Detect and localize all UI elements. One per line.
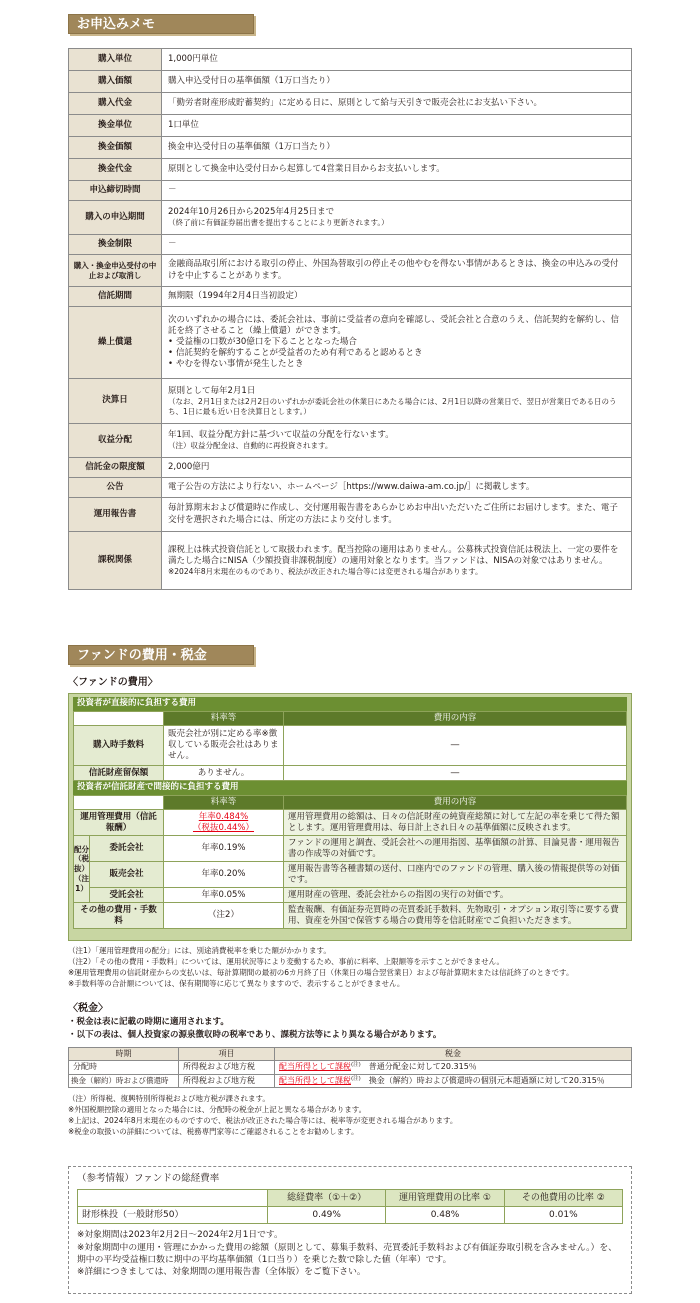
table-row: [69, 49, 632, 71]
fee-key: 受託会社: [90, 888, 164, 903]
table-row: [69, 181, 632, 201]
ref-fund-name: 財形株投（一般財形50）: [78, 1207, 268, 1224]
memo-key: 換金単位: [69, 115, 162, 137]
memo-value: 電子公告の方法により行ない、ホームページ［https://www.daiwa-am.co.jp/］に掲載します。: [162, 478, 632, 498]
table-row: [74, 766, 627, 781]
memo-key: 購入価額: [69, 71, 162, 93]
table-row: [69, 307, 632, 379]
memo-value: 購入申込受付日の基準価額（1万口当たり）: [162, 71, 632, 93]
memo-key: 購入単位: [69, 49, 162, 71]
table-row: [69, 379, 632, 424]
table-row: [69, 1074, 632, 1087]
memo-key: 換金価額: [69, 137, 162, 159]
fee-rate: 年率0.20%: [164, 862, 284, 888]
list-item: • 信託契約を解約することが受益者のため有利であると認めるとき: [168, 348, 625, 359]
tax-heading: 〈税金〉: [68, 1003, 108, 1014]
direct-fee-table: [73, 711, 627, 781]
tax-type: 配当所得として課税: [279, 1062, 351, 1072]
col-rate-header: 料率等: [164, 712, 284, 726]
table-row: [69, 424, 632, 458]
fee-desc: 運用報告書等各種書類の送付、口座内でのファンドの管理、購入後の情報提供等の対価です。: [284, 862, 627, 888]
memo-key: 信託金の限度額: [69, 458, 162, 478]
fee-desc: 監査報酬、有価証券売買時の売買委託手数料、先物取引・オプション取引等に要する費用、資産を外国で保管する場合の費用等を信託財産でご負担いただきます。: [284, 903, 627, 929]
table-row: [69, 137, 632, 159]
table-row: [74, 836, 627, 862]
memo-value: 2,000億円: [162, 458, 632, 478]
memo-value: 金融商品取引所における取引の停止、外国為替取引の停止その他やむを得ない事情があるときは、換金の申込みの受付けを中止することがあります。: [162, 255, 632, 287]
table-row: [74, 888, 627, 903]
memo-value: 1口単位: [162, 115, 632, 137]
table-row: [69, 255, 632, 287]
table-row: [69, 478, 632, 498]
tax-col-period: 時期: [69, 1048, 179, 1061]
tax-item: 所得税および地方税: [179, 1074, 275, 1087]
memo-note: （注）収益分配金は、自動的に再投資されます。: [168, 441, 333, 451]
memo-key: 信託期間: [69, 287, 162, 307]
table-row: [74, 862, 627, 888]
ref-box: [68, 1166, 632, 1294]
fees-section-title: ファンドの費用・税金: [68, 645, 254, 665]
note: （注2）「その他の費用・手数料」については、運用状況等により変動するため、事前に料率、上限額等を示すことができません。: [68, 956, 505, 966]
table-row: [74, 810, 627, 836]
memo-note: （なお、2月1日または2月2日のいずれかが委託会社の休業日にあたる場合には、2月1日以降の営業日で、翌日が営業日である日のうち、1日に最も近い日を決算日とします。）: [168, 396, 617, 416]
memo-value: 1,000円単位: [162, 49, 632, 71]
tax-period: 分配時: [69, 1061, 179, 1074]
table-row: [69, 532, 632, 590]
table-row: [74, 903, 627, 929]
memo-value: 原則として毎年2月1日: [168, 385, 256, 396]
memo-key: 公告: [69, 478, 162, 498]
ref-notes: [77, 1229, 623, 1278]
ref-mgmt: 0.48%: [386, 1207, 504, 1224]
list-item: • 受益権の口数が30億口を下ることとなった場合: [168, 337, 625, 348]
fee-rate: ありません。: [164, 766, 284, 781]
table-row: [69, 458, 632, 478]
list-item: ・税金は表に記載の時期に適用されます。: [68, 1017, 229, 1027]
fee-desc: 運用管理費用の総額は、日々の信託財産の純資産総額に対して左記の率を乗じて得た額とします。運用管理費用は、毎日計上され日々の基準価額に反映されます。: [284, 810, 627, 836]
tax-period: 換金（解約）時および償還時: [69, 1074, 179, 1087]
fee-key: 委託会社: [90, 836, 164, 862]
fee-key: 運用管理費用（信託報酬）: [74, 810, 164, 836]
tax-type: 配当所得として課税: [279, 1075, 351, 1085]
memo-key: 決算日: [69, 379, 162, 424]
table-row: [69, 1048, 632, 1061]
tax-col-item: 項目: [179, 1048, 275, 1061]
memo-key: 運用報告書: [69, 498, 162, 532]
fee-desc: ファンドの運用と調査、受託会社への運用指図、基準価額の計算、目論見書・運用報告書の作成等の対価です。: [284, 836, 627, 862]
memo-key: 換金代金: [69, 159, 162, 181]
ref-table: [77, 1189, 623, 1224]
fee-key: 販売会社: [90, 862, 164, 888]
table-row: [69, 498, 632, 532]
table-row: [69, 235, 632, 255]
fee-panel: [68, 693, 632, 941]
memo-key: 換金制限: [69, 235, 162, 255]
fee-rate: 年率0.05%: [164, 888, 284, 903]
memo-key: 繰上償還: [69, 307, 162, 379]
tax-mark: (注): [351, 1062, 361, 1069]
note: ※税金の取扱いの詳細については、税務専門家等にご確認されることをお勧めします。: [68, 1126, 359, 1136]
tax-col-tax: 税金: [275, 1048, 632, 1061]
memo-bullets: [168, 337, 625, 370]
table-row: [69, 115, 632, 137]
mgmt-rate: 年率0.484%: [198, 811, 249, 822]
memo-key: 収益分配: [69, 424, 162, 458]
tax-rate: 換金（解約）時および償還時の個別元本超過額に対して20.315％: [368, 1075, 605, 1085]
indirect-fee-table: [73, 795, 627, 929]
memo-value: 換金申込受付日の基準価額（1万口当たり）: [162, 137, 632, 159]
ref-title: （参考情報）ファンドの総経費率: [77, 1173, 220, 1184]
memo-section-title: お申込みメモ: [68, 14, 254, 34]
note: ※外国税額控除の適用となった場合には、分配時の税金が上記と異なる場合があります。: [68, 1104, 367, 1114]
memo-value: 「勤労者財産形成貯蓄契約」に定める日に、原則として給与天引きで販売会社にお支払い下さい。: [162, 93, 632, 115]
note: ※対象期間は2023年2月2日～2024年2月1日です。: [77, 1230, 283, 1241]
memo-value: 2024年10月26日から2025年4月25日まで: [168, 207, 335, 218]
memo-key: 申込締切時間: [69, 181, 162, 201]
memo-value: －: [162, 181, 632, 201]
col-rate-header: 料率等: [164, 796, 284, 810]
table-row: [74, 712, 627, 726]
tax-table: [68, 1047, 632, 1088]
ref-col-other: その他費用の比率 ②: [504, 1190, 622, 1207]
tax-mark: (注): [351, 1075, 361, 1082]
ref-col-blank: [78, 1190, 268, 1207]
tax-notes: [68, 1094, 457, 1138]
table-row: [69, 1061, 632, 1074]
table-row: [74, 726, 627, 766]
table-row: [78, 1207, 623, 1224]
memo-value: －: [162, 235, 632, 255]
mgmt-rate-ex-tax: （税抜0.44%）: [192, 822, 254, 833]
table-row: [78, 1190, 623, 1207]
tax-bullets: [68, 1016, 441, 1042]
fee-notes: [68, 946, 573, 990]
table-row: [69, 287, 632, 307]
ref-total: 0.49%: [268, 1207, 386, 1224]
memo-key: 購入の申込期間: [69, 201, 162, 235]
note: （注1）「運用管理費用の配分」には、別途消費税率を乗じた額がかかります。: [68, 946, 331, 955]
fee-rate: 年率0.19%: [164, 836, 284, 862]
fee-rate: （注2）: [164, 903, 284, 929]
memo-value: 年1回、収益分配方針に基づいて収益の分配を行ないます。: [168, 430, 394, 441]
fee-desc: ―: [284, 726, 627, 766]
memo-key: 課税関係: [69, 532, 162, 590]
table-row: [74, 796, 627, 810]
ref-other: 0.01%: [504, 1207, 622, 1224]
fee-rate: 販売会社が別に定める率※徴収している販売会社はありません。: [164, 726, 284, 766]
col-desc-header: 費用の内容: [284, 796, 627, 810]
list-item: • やむを得ない事情が発生したとき: [168, 359, 625, 370]
memo-value: 次のいずれかの場合には、委託会社は、事前に受益者の意向を確認し、受託会社と合意のうえ、信託契約を解約し、信託を終了させること（繰上償還）ができます。: [168, 314, 620, 336]
memo-value: 原則として換金申込受付日から起算して4営業日目からお支払いします。: [162, 159, 632, 181]
fees-heading: 〈ファンドの費用〉: [68, 677, 158, 688]
fee-desc: 運用財産の管理、委託会社からの指図の実行の対価です。: [284, 888, 627, 903]
memo-key: 購入代金: [69, 93, 162, 115]
note: ※手数料等の合計額については、保有期間等に応じて異なりますので、表示することができません。: [68, 978, 405, 988]
memo-note: ※2024年8月末現在のものであり、税法が改正された場合等には変更される場合があります。: [168, 566, 483, 576]
table-row: [69, 201, 632, 235]
tax-rate: 普通分配金に対して20.315％: [368, 1062, 477, 1072]
alloc-label: 配分（税抜）（注1）: [74, 836, 90, 903]
tax-item: 所得税および地方税: [179, 1061, 275, 1074]
note: ※上記は、2024年8月末現在のものですので、税法が改正された場合等には、税率等が変更される場合があります。: [68, 1115, 458, 1125]
note: ※対象期間中の運用・管理にかかった費用の総額（原則として、募集手数料、売買委託手数料および有価証券取引税を含みません。）を、期中の平均受益権口数に期中の平均基準価額（1口当り）を乗じた数で除した値（年率）です。: [77, 1242, 617, 1265]
fee-key: その他の費用・手数料: [74, 903, 164, 929]
fee-key: 信託財産留保額: [74, 766, 164, 781]
fee-desc: ―: [284, 766, 627, 781]
col-desc-header: 費用の内容: [284, 712, 627, 726]
note: ※運用管理費用の信託財産からの支払いは、毎計算期間の最初の6カ月終了日（休業日の場合翌営業日）および毎計算期末または信託終了のときです。: [68, 967, 574, 977]
table-row: [69, 93, 632, 115]
memo-note: （終了前に有価証券届出書を提出することにより更新されます。）: [168, 218, 389, 228]
fee-key: 購入時手数料: [74, 726, 164, 766]
note: （注）所得税、復興特別所得税および地方税が課されます。: [68, 1094, 270, 1103]
indirect-cost-band: 投資者が信託財産で間接的に負担する費用: [73, 781, 627, 795]
memo-value: 無期限（1994年2月4日当初設定）: [162, 287, 632, 307]
ref-col-mgmt: 運用管理費用の比率 ①: [386, 1190, 504, 1207]
memo-key: 購入・換金申込受付の中止および取消し: [69, 255, 162, 287]
memo-value: 課税上は株式投資信託として取扱われます。配当控除の適用はありません。公募株式投資信託は税法上、一定の要件を満たした場合にNISA（少額投資非課税制度）の適用対象となります。当ファンドは、NISAの対象ではありません。: [168, 544, 619, 566]
memo-value: 毎計算期末および償還時に作成し、交付運用報告書をあらかじめお申出いただいたご住所にお届けします。また、電子交付を選択された場合には、所定の方法により交付します。: [162, 498, 632, 532]
table-row: [69, 159, 632, 181]
memo-table: [68, 48, 632, 590]
note: ※詳細につきましては、対象期間の運用報告書（全体版）をご覧下さい。: [77, 1267, 366, 1278]
direct-cost-band: 投資者が直接的に負担する費用: [73, 697, 627, 711]
table-row: [69, 71, 632, 93]
ref-col-total: 総経費率（①＋②）: [268, 1190, 386, 1207]
list-item: ・以下の表は、個人投資家の源泉徴収時の税率であり、課税方法等により異なる場合があります。: [68, 1029, 442, 1040]
